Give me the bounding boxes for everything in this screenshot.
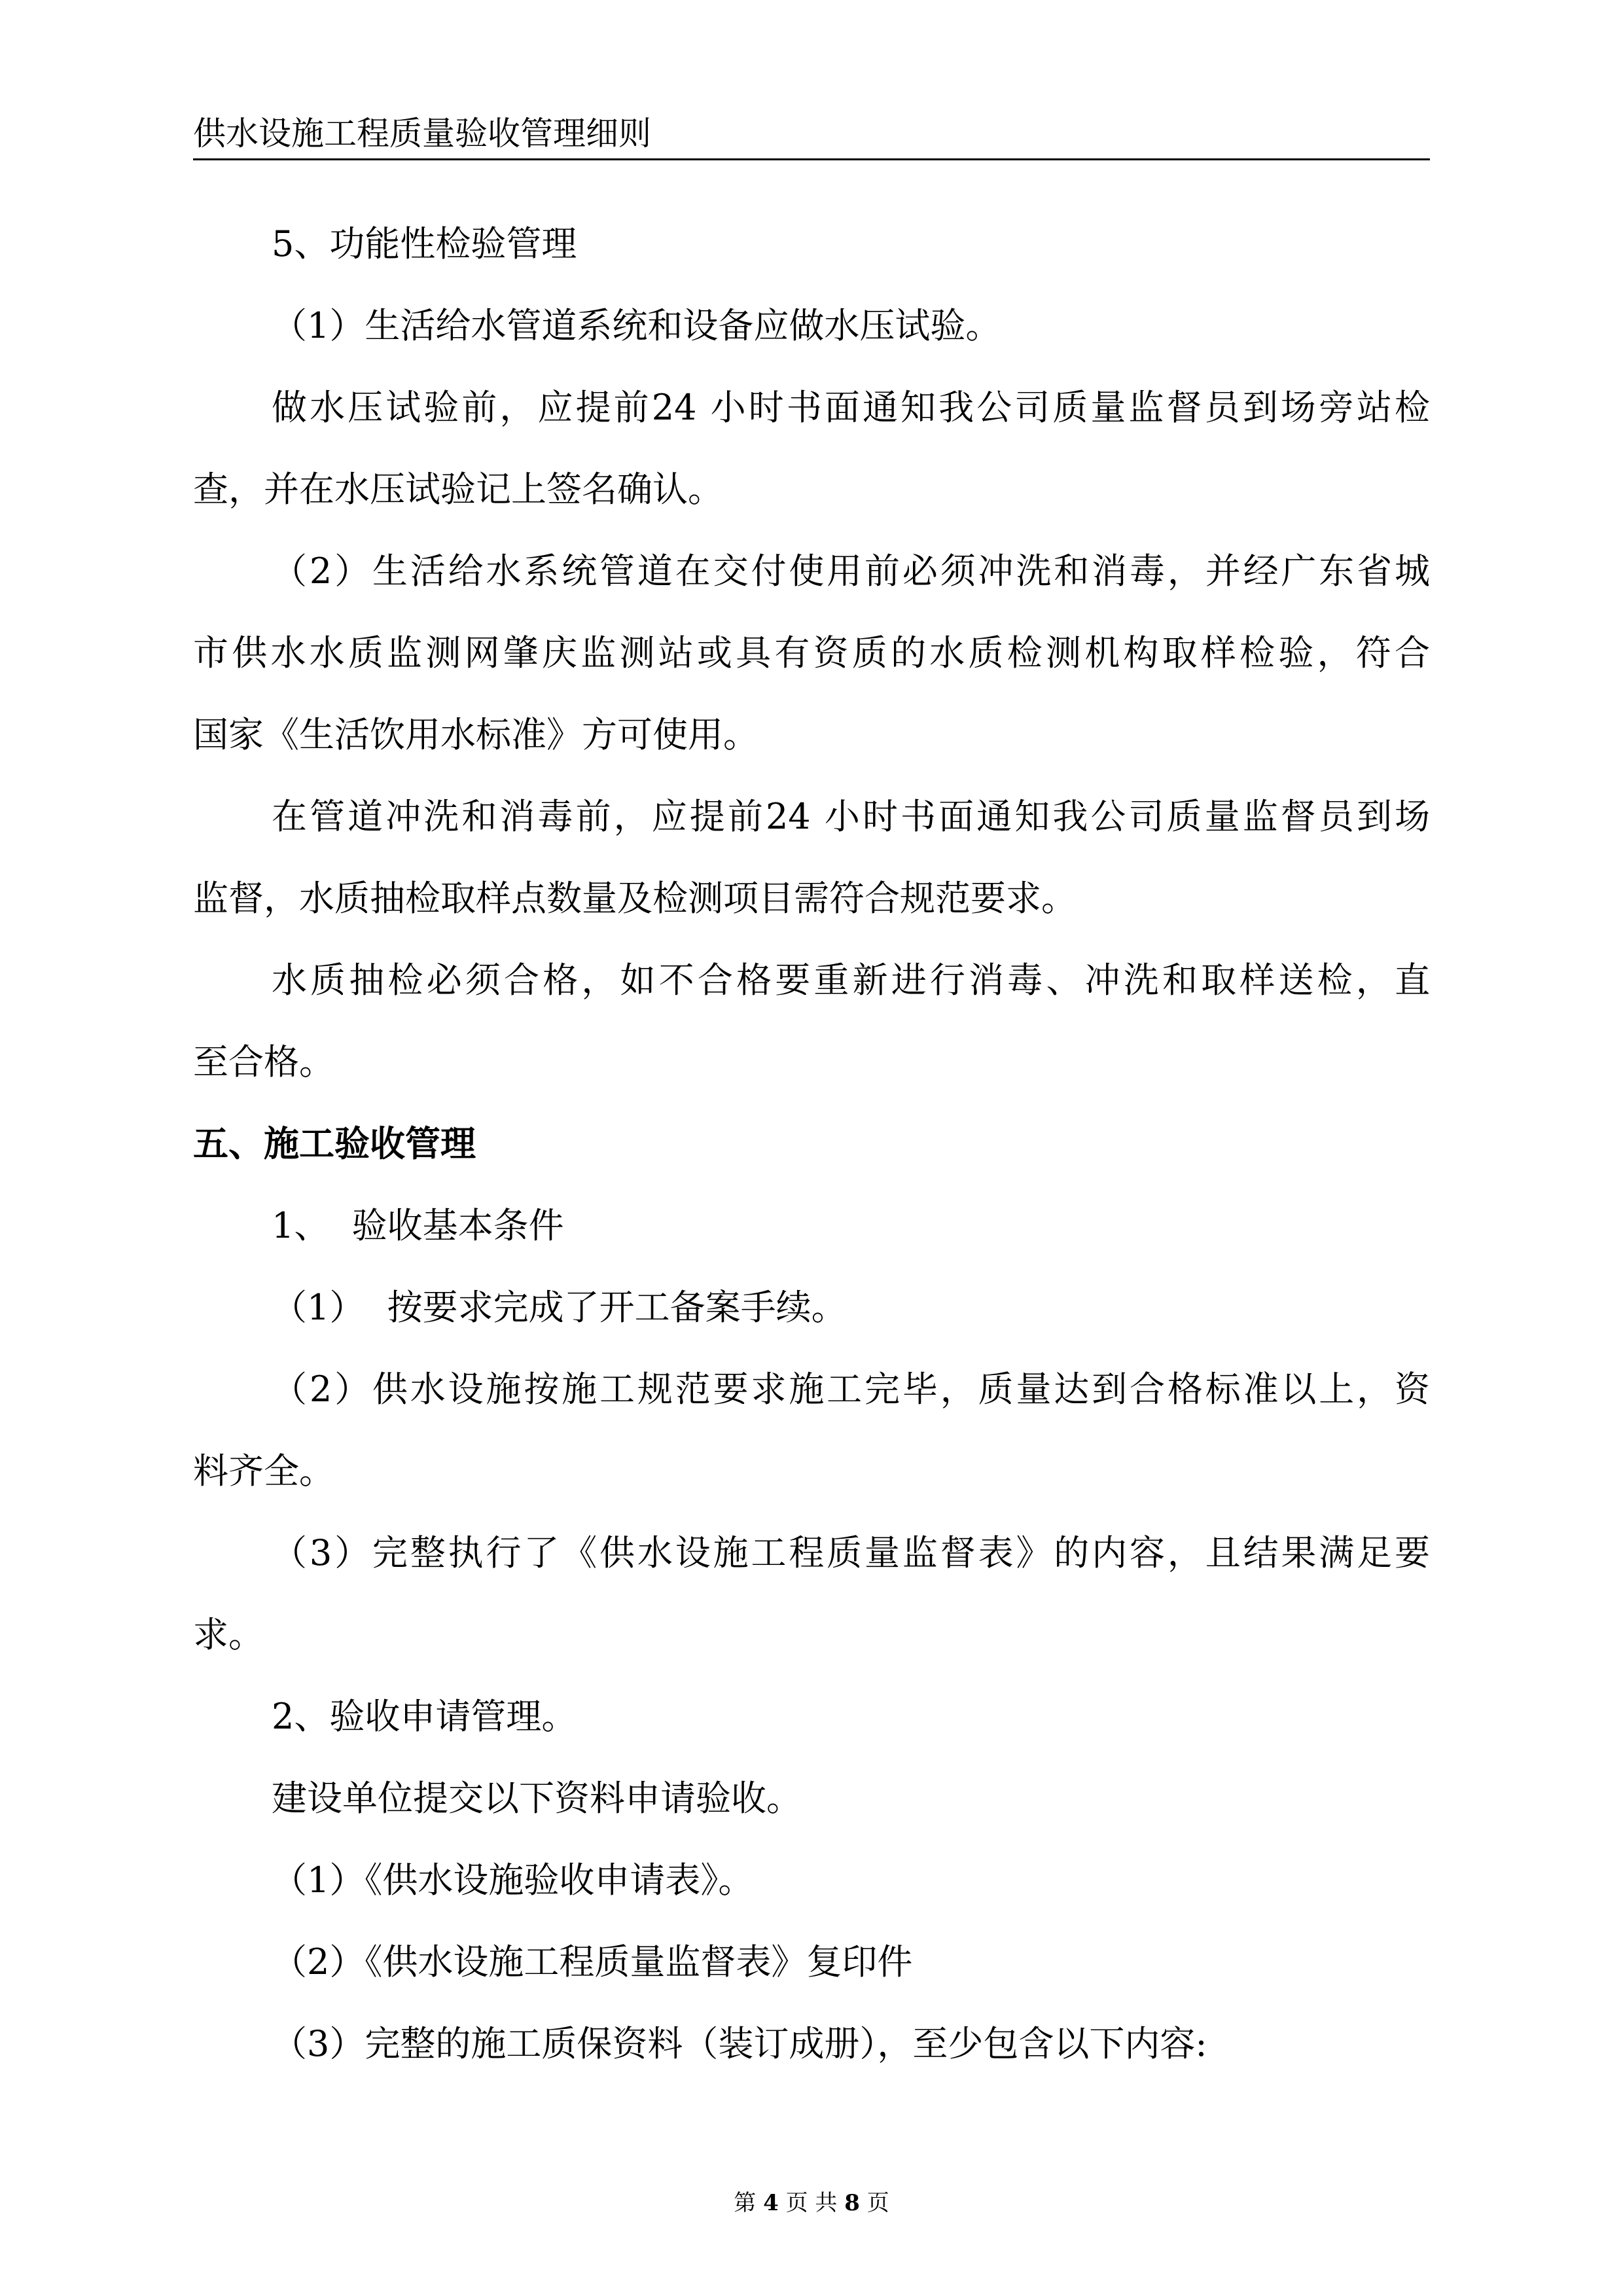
- page-header: [193, 111, 1430, 160]
- paragraph-line: 至合格。: [193, 1041, 334, 1083]
- list-item: （2）《供水设施工程质量监督表》复印件: [272, 1941, 913, 1982]
- paragraph-line: （2）供水设施按施工规范要求施工完毕，质量达到合格标准以上，资: [272, 1369, 1430, 1410]
- paragraph-line: 水质抽检必须合格，如不合格要重新进行消毒、冲洗和取样送检，直: [272, 960, 1430, 1001]
- page-number: 4: [763, 2190, 779, 2216]
- paragraph-line: （1） 按要求完成了开工备案手续。: [272, 1287, 847, 1328]
- list-item: （1）《供水设施验收申请表》。: [272, 1859, 754, 1901]
- paragraph-line: 做水压试验前，应提前24 小时书面通知我公司质量监督员到场旁站检: [272, 387, 1430, 428]
- paragraph-line: 料齐全。: [193, 1450, 334, 1492]
- footer-prefix: 第: [734, 2190, 757, 2216]
- subsection-heading-basic-conditions: 1、 验收基本条件: [272, 1205, 564, 1246]
- header-title: 供水设施工程质量验收管理细则: [193, 115, 651, 152]
- subsection-heading-application: 2、验收申请管理。: [272, 1696, 577, 1737]
- section-heading-construction-acceptance: 五、施工验收管理: [193, 1123, 476, 1164]
- page-total: 8: [844, 2190, 860, 2216]
- paragraph-line: 在管道冲洗和消毒前，应提前24 小时书面通知我公司质量监督员到场: [272, 796, 1430, 837]
- paragraph-line: 监督，水质抽检取样点数量及检测项目需符合规范要求。: [193, 878, 1077, 919]
- footer-middle: 页 共: [785, 2190, 838, 2216]
- paragraph-line: 建设单位提交以下资料申请验收。: [272, 1778, 802, 1819]
- paragraph-line: 市供水水质监测网肇庆监测站或具有资质的水质检测机构取样检验，符合: [193, 632, 1430, 673]
- subsection-heading-functional-inspection: 5、功能性检验管理: [272, 223, 577, 264]
- paragraph-line: （1）生活给水管道系统和设备应做水压试验。: [272, 305, 1001, 346]
- paragraph-line: （2）生活给水系统管道在交付使用前必须冲洗和消毒，并经广东省城: [272, 550, 1430, 592]
- paragraph-line: （3）完整执行了《供水设施工程质量监督表》的内容，且结果满足要: [272, 1532, 1430, 1573]
- page-footer: [0, 2189, 1623, 2217]
- footer-suffix: 页: [866, 2190, 889, 2216]
- list-item: （3）完整的施工质保资料（装订成册），至少包含以下内容:: [272, 2023, 1207, 2064]
- paragraph-line: 查，并在水压试验记上签名确认。: [193, 469, 723, 510]
- paragraph-line: 国家《生活饮用水标准》方可使用。: [193, 714, 758, 755]
- paragraph-line: 求。: [193, 1614, 264, 1655]
